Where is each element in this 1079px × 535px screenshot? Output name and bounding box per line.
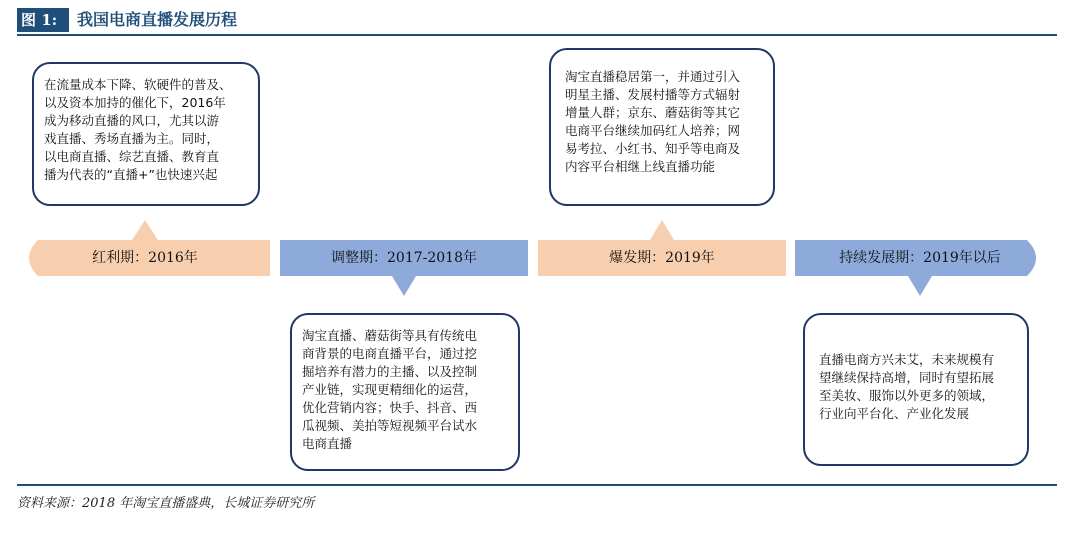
note-adjustment-period (290, 313, 520, 471)
phase-continued-label: 持续发展期：2019年以后 (839, 250, 1001, 266)
phase-explosion-label: 爆发期：2019年 (609, 250, 715, 266)
phase-bonus-label: 红利期：2016年 (92, 250, 198, 266)
source-note: 资料来源：2018 年淘宝直播盛典，长城证券研究所 (17, 496, 315, 511)
phase-bonus (20, 240, 270, 276)
figure-title: 我国电商直播发展历程 (77, 10, 238, 29)
figure-number: 图 1: (17, 8, 69, 32)
note-continued-period (803, 313, 1029, 466)
note-bonus-period-text: 在流量成本下降、软硬件的普及、 以及资本加持的催化下，2016年 成为移动直播的风口，尤其以游 戏直播、秀场直播为主。同时， 以电商直播、综艺直播、教育直 播为代表的“直播+”也快速兴起 (44, 77, 232, 182)
note-explosion-period-text: 淘宝直播稳居第一，并通过引入 明星主播、发展村播等方式辐射 增量人群；京东、蘑菇街等其它 电商平台继续加码红人培养；网 易考拉、小红书、知乎等电商及 内容平台相继上线直播功能 (565, 69, 741, 174)
figure-header (17, 6, 1057, 34)
note-continued-period-text: 直播电商方兴未艾，未来规模有 望继续保持高增，同时有望拓展 至美妆、服饰以外更多的领域， 行业向平台化、产业化发展 (819, 352, 995, 421)
note-bonus-period (32, 62, 260, 206)
phase-continued (795, 240, 1045, 276)
note-explosion-period (549, 48, 775, 206)
phase-adjustment (280, 240, 528, 276)
footer-divider (17, 484, 1057, 486)
header-divider (17, 34, 1057, 36)
note-adjustment-period-text: 淘宝直播、蘑菇街等具有传统电 商背景的电商直播平台，通过挖 掘培养有潜力的主播、以及控制 产业链，实现更精细化的运营， 优化营销内容；快手、抖音、西 瓜视频、美拍等短视频平台试水 电商直播 (302, 328, 478, 451)
phase-explosion (538, 240, 786, 276)
phase-adjustment-label: 调整期：2017-2018年 (331, 250, 477, 266)
